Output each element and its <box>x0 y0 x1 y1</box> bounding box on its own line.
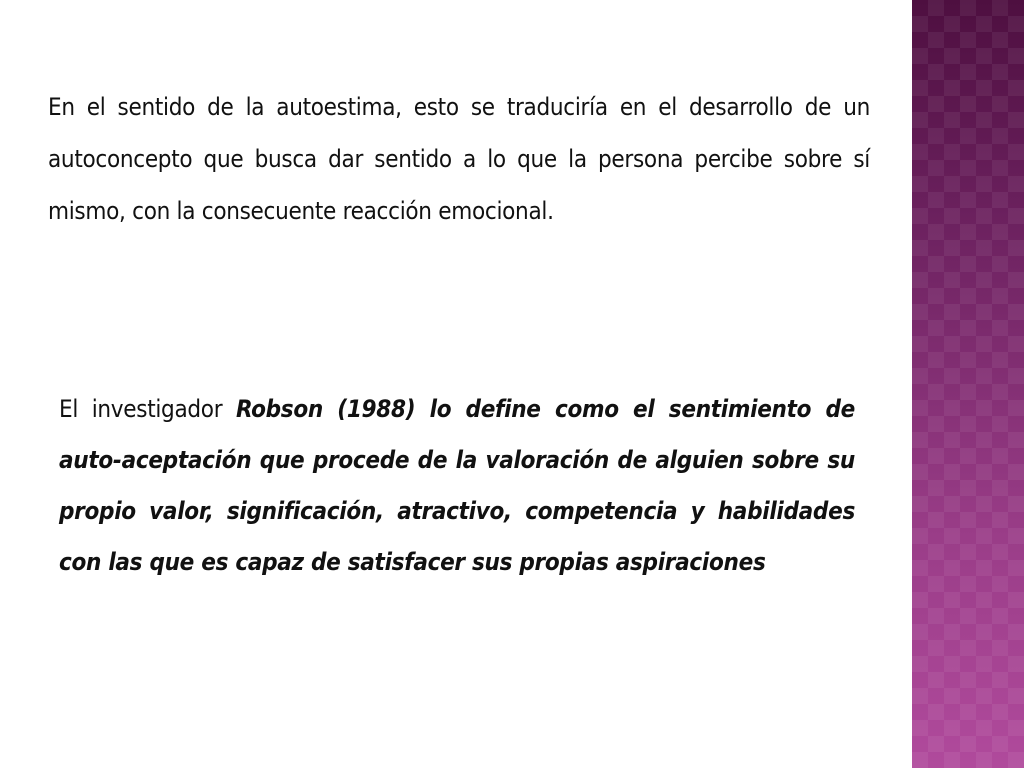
paragraph-autoestima: En el sentido de la autoestima, esto se traduciría en el desarrollo de un autoconcepto que busca dar sentido a lo que la persona percibe sobre sí mismo, con la consecuente reacción emocional. <box>48 93 870 225</box>
paragraph-robson-definition <box>59 384 855 588</box>
paragraph-lead-text: El investigador <box>59 395 236 423</box>
decorative-side-band <box>912 0 1024 768</box>
paragraph-emphasis-text: Robson (1988) lo define como el sentimiento de auto-aceptación que procede de la valoración de alguien sobre su propio valor, significación, atractivo, competencia y habilidades con las que es capaz de satisfacer sus propias aspiraciones <box>59 395 855 576</box>
